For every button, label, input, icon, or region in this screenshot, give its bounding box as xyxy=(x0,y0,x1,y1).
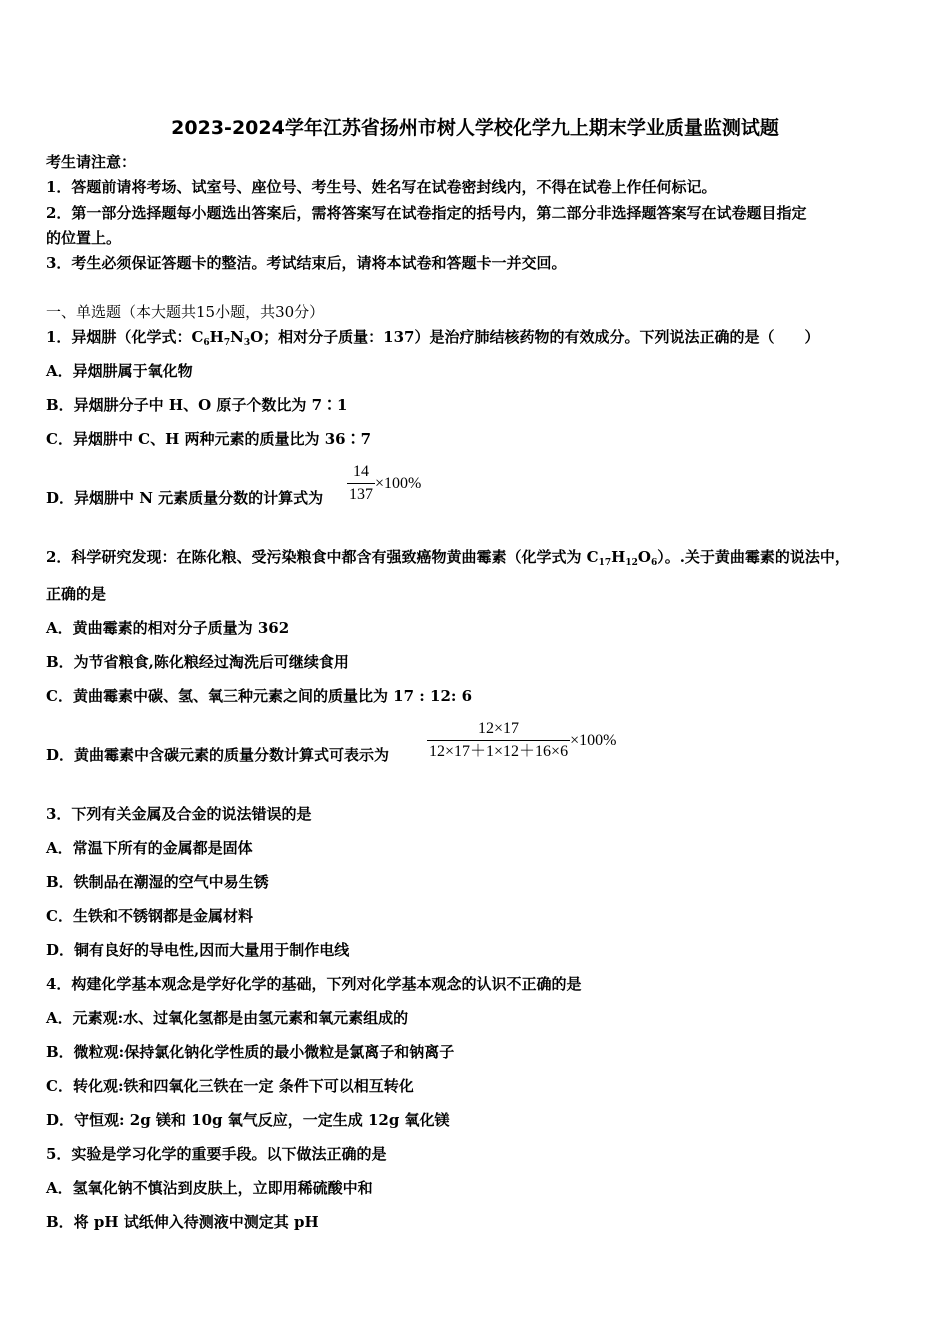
q1-stem: 1．异烟肼（化学式：$C_6H_7N_3O$；相对分子质量：137）是治疗肺结核药物的有效成分。下列说法正确的是（ ） xyxy=(46,328,820,348)
q1-option-b: B．异烟肼分子中 H、O 原子个数比为 7∶1 xyxy=(46,396,348,414)
q3-option-a: A．常温下所有的金属都是固体 xyxy=(46,839,253,857)
q3-option-b: B．铁制品在潮湿的空气中易生锈 xyxy=(46,873,269,891)
notice-item-2: 2．第一部分选择题每小题选出答案后，需将答案写在试卷指定的括号内，第二部分非选择题答案写在试卷题目指定 xyxy=(46,204,807,222)
q1-option-c: C．异烟肼中 C、H 两种元素的质量比为 36∶7 xyxy=(46,430,372,448)
q2-formula xyxy=(427,718,616,763)
q2-option-b: B．为节省粮食,陈化粮经过淘洗后可继续食用 xyxy=(46,653,349,671)
q3-option-d: D．铜有良好的导电性,因而大量用于制作电线 xyxy=(46,941,350,959)
q1-formula xyxy=(347,461,421,506)
section-heading: 一、单选题（本大题共15小题，共30分） xyxy=(46,303,325,321)
q2-stem-cont: 正确的是 xyxy=(46,585,107,603)
q3-option-c: C．生铁和不锈钢都是金属材料 xyxy=(46,907,253,925)
q1-percent: ×100% xyxy=(375,474,422,492)
q4-option-b: B．微粒观:保持氯化钠化学性质的最小微粒是氯离子和钠离子 xyxy=(46,1043,455,1061)
notice-item-3: 3．考生必须保证答题卡的整洁。考试结束后，请将本试卷和答题卡一并交回。 xyxy=(46,254,567,272)
q4-option-a: A．元素观:水、过氧化氢都是由氢元素和氧元素组成的 xyxy=(46,1009,409,1027)
q4-stem: 4．构建化学基本观念是学好化学的基础，下列对化学基本观念的认识不正确的是 xyxy=(46,975,582,993)
q3-stem: 3．下列有关金属及合金的说法错误的是 xyxy=(46,805,312,823)
q4-option-d: D．守恒观: 2g 镁和 10g 氧气反应，一定生成 12g 氧化镁 xyxy=(46,1111,450,1129)
q5-stem: 5．实验是学习化学的重要手段。以下做法正确的是 xyxy=(46,1145,387,1163)
q2-option-c: C．黄曲霉素中碳、氢、氧三种元素之间的质量比为 17 : 12: 6 xyxy=(46,687,473,705)
q1-fraction-numerator: 14 xyxy=(353,463,369,480)
q2-stem: 2．科学研究发现：在陈化粮、受污染粮食中都含有强致癌物黄曲霉素（化学式为 $C_{17}H_{12}O_6$）。.关于黄曲霉素的说法中， xyxy=(46,548,850,568)
q2-fraction xyxy=(427,718,570,763)
q2-option-a: A．黄曲霉素的相对分子质量为 362 xyxy=(46,619,290,637)
q2-fraction-numerator: 12×17 xyxy=(478,720,520,737)
q2-percent: ×100% xyxy=(570,731,617,749)
q1-fraction-denominator: 137 xyxy=(349,486,373,503)
notice-item-2-cont: 的位置上。 xyxy=(46,229,122,247)
page-title: 2023-2024学年江苏省扬州市树人学校化学九上期末学业质量监测试题 xyxy=(171,117,779,139)
notice-heading: 考生请注意： xyxy=(46,153,137,171)
q2-fraction-denominator: 12×17＋1×12＋16×6 xyxy=(429,743,569,760)
q5-option-b: B．将 pH 试纸伸入待测液中测定其 pH xyxy=(46,1213,319,1231)
q1-option-a: A．异烟肼属于氧化物 xyxy=(46,362,193,380)
q2-option-d: D．黄曲霉素中含碳元素的质量分数计算式可表示为 xyxy=(46,746,390,764)
q1-option-d: D．异烟肼中 N 元素质量分数的计算式为 xyxy=(46,489,324,507)
q1-fraction xyxy=(347,461,375,506)
q5-option-a: A．氢氧化钠不慎沾到皮肤上，立即用稀硫酸中和 xyxy=(46,1179,373,1197)
q4-option-c: C．转化观:铁和四氧化三铁在一定 条件下可以相互转化 xyxy=(46,1077,414,1095)
notice-item-1: 1．答题前请将考场、试室号、座位号、考生号、姓名写在试卷密封线内，不得在试卷上作任何标记。 xyxy=(46,178,717,196)
